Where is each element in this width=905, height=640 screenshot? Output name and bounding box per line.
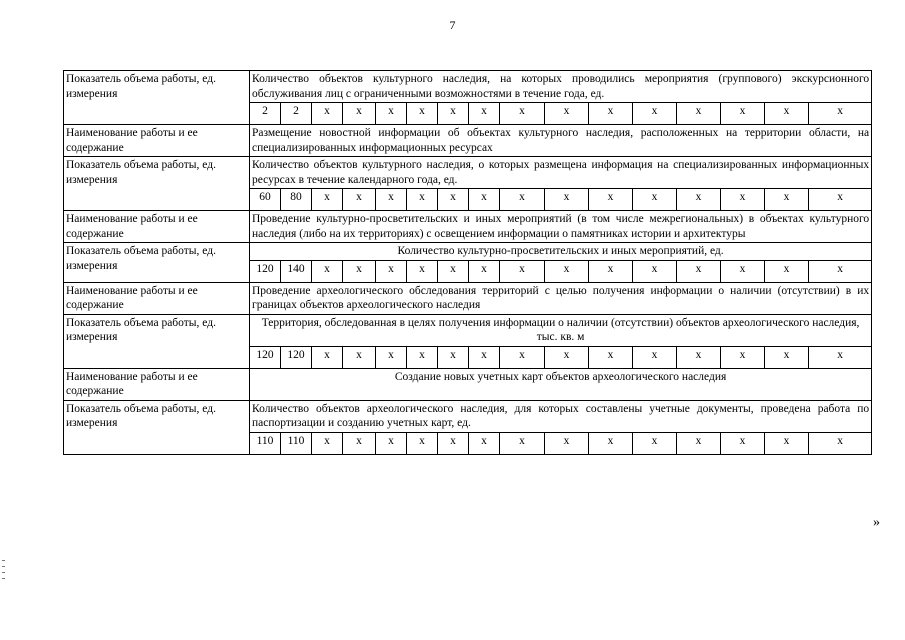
- row-description: Количество культурно-просветительских и иных мероприятий, ед.: [250, 243, 872, 261]
- value-cell: 2: [250, 103, 281, 125]
- value-cell: x: [633, 432, 677, 454]
- value-cell: x: [589, 103, 633, 125]
- margin-tick: [2, 572, 5, 573]
- closing-quote-mark: »: [873, 515, 880, 530]
- table-row: [64, 125, 872, 157]
- value-cell: x: [312, 432, 343, 454]
- row-description: Проведение археологического обследования территорий с целью получения информации о наличии (отсутствии) в их границах объектов археологического наследия: [250, 282, 872, 314]
- row-label: Показатель объема работы, ед. измерения: [64, 157, 250, 211]
- value-cell: x: [633, 189, 677, 211]
- value-cell: x: [438, 189, 469, 211]
- value-cell: x: [765, 103, 809, 125]
- value-cell: x: [438, 103, 469, 125]
- value-cell: x: [407, 260, 438, 282]
- row-label: Наименование работы и ее содержание: [64, 368, 250, 400]
- value-cell: x: [545, 432, 589, 454]
- work-indicators-table: [63, 70, 872, 455]
- value-cell: x: [312, 103, 343, 125]
- value-cell: x: [500, 346, 545, 368]
- value-cell: 120: [250, 346, 281, 368]
- value-cell: x: [407, 346, 438, 368]
- value-cell: x: [500, 260, 545, 282]
- value-cell: x: [469, 260, 500, 282]
- value-cell: x: [677, 346, 721, 368]
- value-cell: 120: [281, 346, 312, 368]
- row-label: Показатель объема работы, ед. измерения: [64, 314, 250, 368]
- value-cell: x: [589, 260, 633, 282]
- value-cell: x: [438, 432, 469, 454]
- value-cell: x: [438, 260, 469, 282]
- row-description: Размещение новостной информации об объектах культурного наследия, расположенных на территории области, на специализированных информационных ресурсах: [250, 125, 872, 157]
- value-cell: x: [589, 346, 633, 368]
- row-description: Количество объектов культурного наследия, о которых размещена информация на специализированных информационных ресурсах в течение календарного года, ед.: [250, 157, 872, 189]
- value-cell: x: [809, 346, 872, 368]
- value-cell: x: [721, 346, 765, 368]
- value-cell: 80: [281, 189, 312, 211]
- value-cell: x: [765, 432, 809, 454]
- value-cell: x: [809, 432, 872, 454]
- value-cell: x: [809, 189, 872, 211]
- value-cell: x: [721, 432, 765, 454]
- value-cell: x: [376, 432, 407, 454]
- table-row: [64, 157, 872, 189]
- value-cell: x: [765, 260, 809, 282]
- value-cell: x: [721, 189, 765, 211]
- row-label: Наименование работы и ее содержание: [64, 282, 250, 314]
- value-cell: 120: [250, 260, 281, 282]
- value-cell: x: [376, 103, 407, 125]
- value-cell: x: [765, 346, 809, 368]
- row-description: Количество объектов археологического наследия, для которых составлены учетные документы, проведена работа по паспортизации и созданию учетных карт, ед.: [250, 400, 872, 432]
- value-cell: x: [500, 189, 545, 211]
- value-cell: x: [343, 260, 376, 282]
- row-label: Наименование работы и ее содержание: [64, 211, 250, 243]
- value-cell: 110: [250, 432, 281, 454]
- value-cell: x: [677, 260, 721, 282]
- table-row: [64, 71, 872, 103]
- value-cell: 110: [281, 432, 312, 454]
- value-cell: x: [469, 103, 500, 125]
- value-cell: x: [545, 260, 589, 282]
- value-cell: x: [633, 346, 677, 368]
- value-cell: x: [312, 260, 343, 282]
- row-description: Количество объектов культурного наследия, на которых проводились мероприятия (группового) экскурсионного обслуживания лиц с ограниченными возможностями в течение года, ед.: [250, 71, 872, 103]
- value-cell: x: [589, 432, 633, 454]
- table-row: [64, 211, 872, 243]
- value-cell: x: [407, 189, 438, 211]
- row-description: Создание новых учетных карт объектов археологического наследия: [250, 368, 872, 400]
- table-row: [64, 400, 872, 432]
- value-cell: x: [376, 260, 407, 282]
- value-cell: 2: [281, 103, 312, 125]
- value-cell: x: [545, 346, 589, 368]
- value-cell: x: [343, 432, 376, 454]
- value-cell: x: [721, 260, 765, 282]
- value-cell: x: [677, 103, 721, 125]
- value-cell: x: [721, 103, 765, 125]
- value-cell: x: [545, 189, 589, 211]
- value-cell: x: [407, 103, 438, 125]
- value-cell: x: [343, 346, 376, 368]
- row-description: Проведение культурно-просветительских и иных мероприятий (в том числе межрегиональных) в объектах культурного наследия (либо на их территориях) с освещением информации о памятниках истории и архитектуры: [250, 211, 872, 243]
- margin-tick: [2, 578, 5, 579]
- value-cell: x: [500, 103, 545, 125]
- table-row: [64, 282, 872, 314]
- table-row: [64, 243, 872, 261]
- value-cell: x: [312, 189, 343, 211]
- value-cell: x: [809, 260, 872, 282]
- value-cell: x: [407, 432, 438, 454]
- value-cell: x: [633, 260, 677, 282]
- value-cell: x: [343, 189, 376, 211]
- value-cell: x: [312, 346, 343, 368]
- value-cell: x: [500, 432, 545, 454]
- value-cell: x: [438, 346, 469, 368]
- row-label: Наименование работы и ее содержание: [64, 125, 250, 157]
- value-cell: x: [633, 103, 677, 125]
- value-cell: x: [469, 432, 500, 454]
- table-row: [64, 314, 872, 346]
- row-label: Показатель объема работы, ед. измерения: [64, 400, 250, 454]
- value-cell: 140: [281, 260, 312, 282]
- value-cell: x: [765, 189, 809, 211]
- row-description: Территория, обследованная в целях получения информации о наличии (отсутствии) объектов археологического наследия, тыс. кв. м: [250, 314, 872, 346]
- value-cell: x: [376, 189, 407, 211]
- row-label: Показатель объема работы, ед. измерения: [64, 71, 250, 125]
- value-cell: x: [677, 432, 721, 454]
- value-cell: 60: [250, 189, 281, 211]
- value-cell: x: [343, 103, 376, 125]
- value-cell: x: [469, 346, 500, 368]
- table-row: [64, 368, 872, 400]
- value-cell: x: [376, 346, 407, 368]
- value-cell: x: [469, 189, 500, 211]
- margin-tick: [2, 560, 5, 561]
- value-cell: x: [677, 189, 721, 211]
- row-label: Показатель объема работы, ед. измерения: [64, 243, 250, 283]
- margin-tick: [2, 566, 5, 567]
- value-cell: x: [545, 103, 589, 125]
- page-number: 7: [449, 18, 456, 32]
- value-cell: x: [589, 189, 633, 211]
- value-cell: x: [809, 103, 872, 125]
